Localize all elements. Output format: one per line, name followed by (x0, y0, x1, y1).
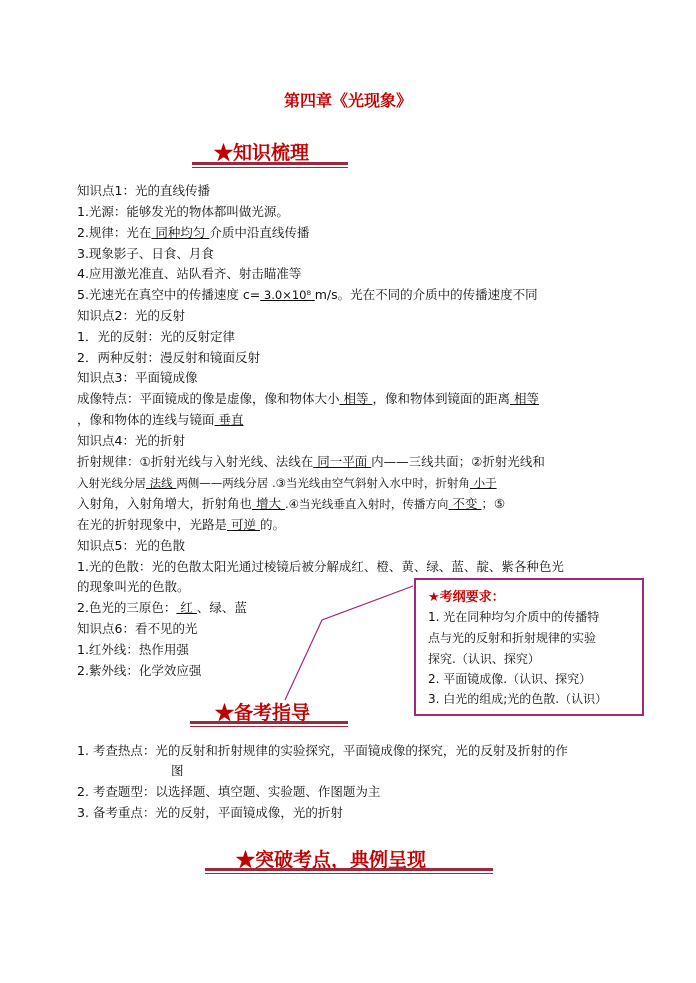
text-line: 3. 备考重点：光的反射，平面镜成像，光的折射 (77, 805, 343, 820)
text-line: 的现象叫光的色散。 (77, 579, 190, 594)
text-line: 入射角，入射角增大，折射角也 增大 .④当光线垂直入射时，传播方向 不变 ；⑤ (77, 496, 506, 511)
box-line: 探究.（认识、探究） (428, 652, 540, 666)
text-line: 1. 考查热点：光的反射和折射规律的实验探究，平面镜成像的探究，光的反射及折射的作 (77, 743, 568, 758)
page-title: 第四章《光现象》 (283, 91, 412, 110)
knowledge-point-6-heading: 知识点6：看不见的光 (77, 621, 198, 636)
answer-blank: 同种均匀 (151, 225, 210, 240)
answer-blank: 小于 (469, 476, 497, 490)
text-line: 图 (171, 763, 184, 778)
text-line: 折射规律：①折射光线与入射光线、法线在 同一平面 内——三线共面；②折射光线和 (77, 454, 545, 469)
box-line: 3. 白光的组成;光的色散.（认识） (428, 692, 608, 706)
text-line: 1．光的反射：光的反射定律 (77, 329, 235, 344)
text-line: 成像特点：平面镜成的像是虚像，像和物体大小 相等 ，像和物体到镜面的距离 相等 (77, 391, 539, 406)
box-line: 2. 平面镜成像.（认识、探究） (428, 672, 592, 686)
knowledge-point-5-heading: 知识点5：光的色散 (77, 538, 185, 553)
section-heading-knowledge: ★知识梳理 (214, 142, 310, 164)
knowledge-point-3-heading: 知识点3：平面镜成像 (77, 370, 198, 385)
answer-blank: 不变 (448, 496, 482, 511)
section-rule (205, 868, 493, 874)
text-line: 在光的折射现象中，光路是 可逆 的。 (77, 517, 285, 532)
text-line: 2.紫外线：化学效应强 (77, 663, 202, 678)
answer-blank: 垂直 (214, 412, 244, 427)
knowledge-point-4-heading: 知识点4：光的折射 (77, 433, 185, 448)
text-line: 2. 考查题型：以选择题、填空题、实验题、作图题为主 (77, 784, 381, 799)
text-line: 1.光源：能够发光的物体都叫做光源。 (77, 204, 289, 219)
text-line: ，像和物体的连线与镜面 垂直 (77, 412, 244, 427)
answer-blank: 相等 (339, 391, 373, 406)
box-line: 点与光的反射和折射规律的实验 (428, 631, 597, 645)
knowledge-point-2-heading: 知识点2：光的反射 (77, 308, 185, 323)
text-line: 2．两种反射：漫反射和镜面反射 (77, 350, 260, 365)
answer-blank: 增大 (252, 496, 285, 511)
answer-blank: 法线 (146, 476, 177, 490)
text-line: 2.规律：光在 同种均匀 介质中沿直线传播 (77, 225, 310, 240)
text-line: 2.色光的三原色： 红 、绿、蓝 (77, 600, 247, 615)
section-rule (190, 721, 348, 727)
answer-blank: 同一平面 (313, 454, 372, 469)
text-line: 5.光速光在真空中的传播速度 c= 3.0×10⁸ m/s。光在不同的介质中的传播速度不同 (77, 287, 538, 302)
section-heading-guide: ★备考指导 (215, 702, 311, 724)
text-line: 3.现象影子、日食、月食 (77, 246, 214, 261)
answer-blank: 3.0×10⁸ (260, 288, 315, 302)
answer-blank: 可逆 (227, 517, 260, 532)
text-line: 1.光的色散：光的色散太阳光通过棱镜后被分解成红、橙、黄、绿、蓝、靛、紫各种色光 (77, 559, 564, 574)
box-heading: ★考纲要求： (428, 590, 505, 605)
box-line: 1. 光在同种均匀介质中的传播特 (428, 610, 600, 624)
text-line: 1.红外线：热作用强 (77, 642, 189, 657)
text-line: 4.应用激光准直、站队看齐、射击瞄准等 (77, 266, 302, 281)
knowledge-point-1-heading: 知识点1：光的直线传播 (77, 183, 210, 198)
section-heading-breakthrough: ★突破考点，典例呈现 (236, 849, 427, 871)
text-line: 入射光线分居 法线 两侧——两线分居 .③当光线由空气斜射入水中时，折射角 小于 (77, 476, 497, 490)
answer-blank: 红 (176, 600, 197, 615)
answer-blank: 相等 (509, 391, 539, 406)
